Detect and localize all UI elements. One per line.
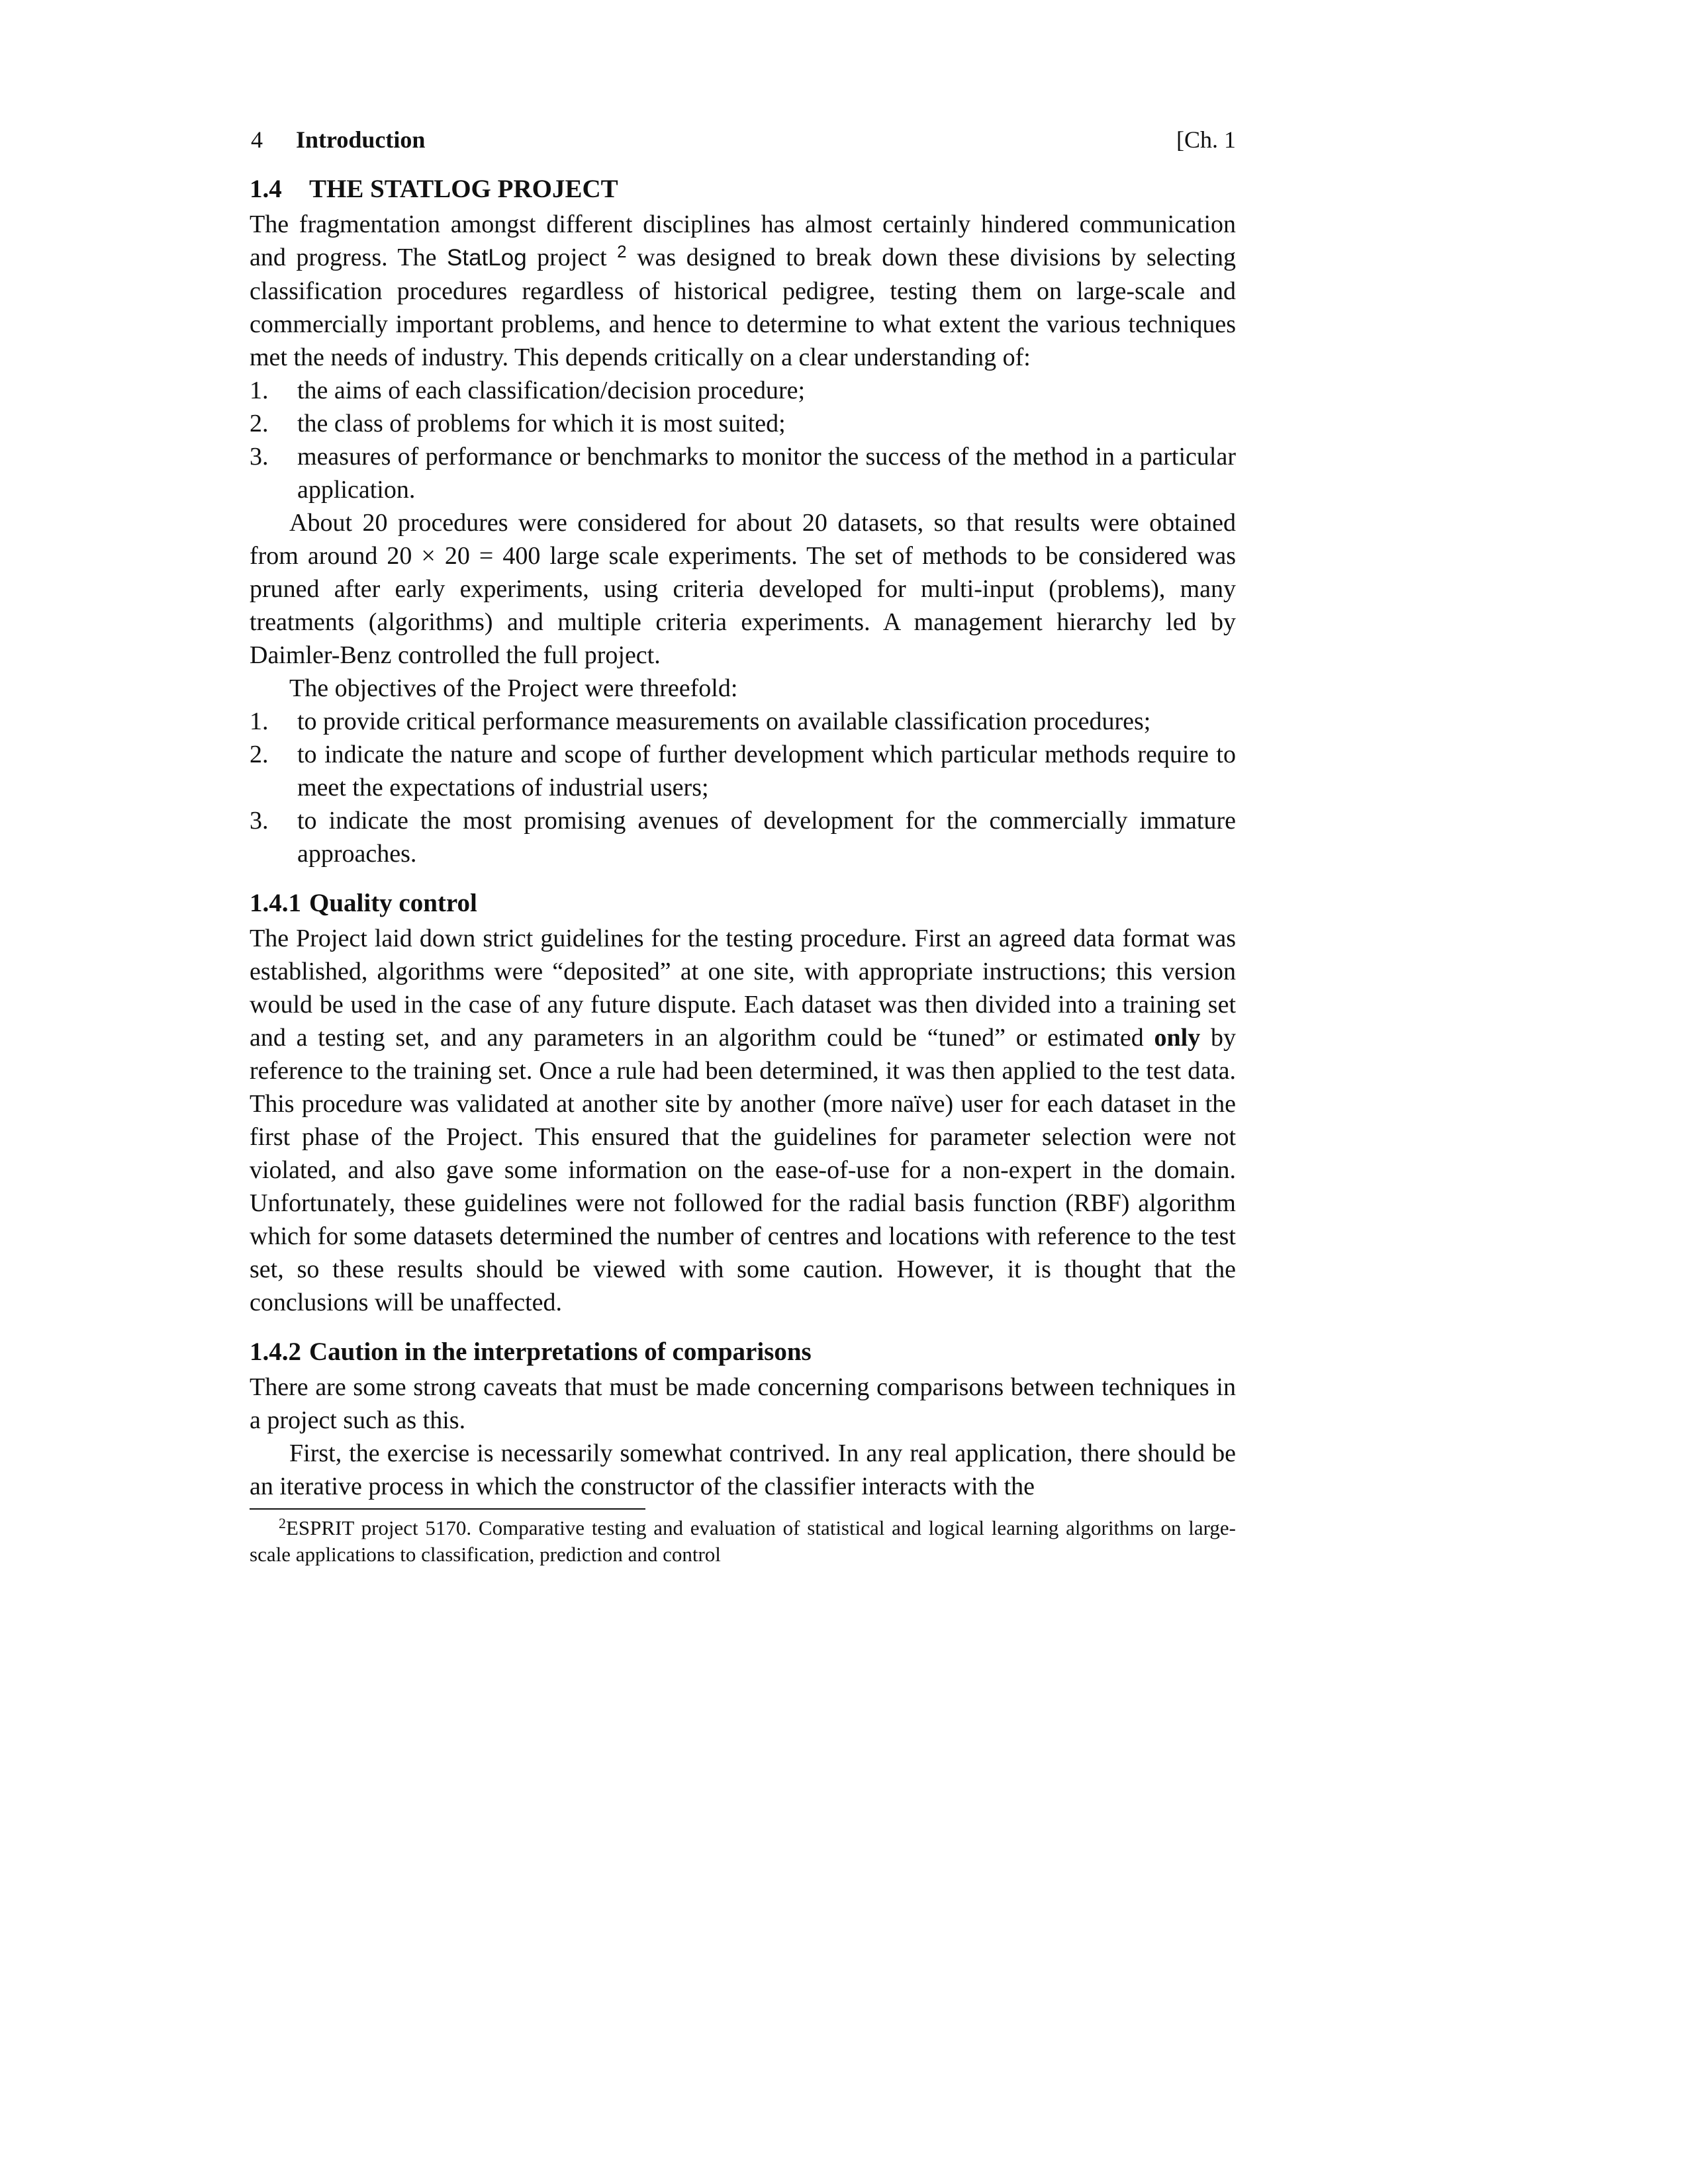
subsection-number: 1.4.2 (250, 1338, 301, 1366)
subsection-title: Caution in the interpretations of comparisons (309, 1338, 812, 1366)
section-title: THE STATLOG PROJECT (309, 175, 618, 203)
aims-list (250, 374, 1236, 506)
list-item-text: to indicate the most promising avenues of development for the commercially immature approaches. (297, 807, 1236, 868)
list-marker: 1. (250, 707, 269, 735)
list-item (250, 705, 1236, 738)
list-marker: 2. (250, 410, 269, 437)
list-item (250, 738, 1236, 804)
list-item-text: the aims of each classification/decision procedure; (297, 377, 806, 404)
list-item-text: to provide critical performance measurements on available classification procedures; (297, 707, 1151, 735)
paragraph-objectives-intro: The objectives of the Project were threefold: (289, 674, 738, 702)
footnote (250, 1515, 1236, 1568)
subsection-number: 1.4.1 (250, 889, 301, 917)
list-marker: 2. (250, 741, 269, 768)
emphasis-only: only (1154, 1024, 1201, 1052)
list-item-text: measures of performance or benchmarks to monitor the success of the method in a particular application. (297, 443, 1236, 504)
list-item (250, 804, 1236, 870)
intro-text-project: project (526, 244, 618, 271)
list-item-text: the class of problems for which it is most suited; (297, 410, 786, 437)
statlog-name: StatLog (447, 245, 527, 271)
objectives-list (250, 705, 1236, 870)
paragraph-caveats: There are some strong caveats that must be made concerning comparisons between techniques in a project such as this. (250, 1373, 1236, 1434)
list-item (250, 440, 1236, 506)
page-number: 4 (251, 126, 263, 153)
chapter-reference: [Ch. 1 (1176, 126, 1236, 153)
list-item (250, 374, 1236, 407)
list-item (250, 407, 1236, 440)
subsection-heading-quality (250, 885, 1236, 922)
list-marker: 3. (250, 807, 269, 835)
running-head (250, 123, 1236, 156)
list-marker: 1. (250, 377, 269, 404)
intro-text-end: was designed to break down these divisions by selecting classification procedures regardless of historical pedigree, testing them on large-scale and commercially important problems, and hence to determine to what extent the various techniques met the needs of industry. This depends critically on a clear understanding of: (250, 244, 1237, 371)
paragraph-procedures: About 20 procedures were considered for about 20 datasets, so that results were obtained from around 20 × 20 = 400 large scale experiments. The set of methods to be considered was pruned after early experiments, using criteria developed for multi-input (problems), many treatments (algorithms) and multiple criteria experiments. A management hierarchy led by Daimler-Benz controlled the full project. (250, 509, 1236, 669)
book-page (250, 123, 1236, 1568)
paragraph-contrived: First, the exercise is necessarily somewhat contrived. In any real application, there should be an iterative process in which the constructor of the classifier interacts with the (250, 1439, 1236, 1500)
list-marker: 3. (250, 443, 269, 471)
quality-text-start: The Project laid down strict guidelines for the testing procedure. First an agreed data format was established, algorithms were “deposited” at one site, with appropriate instructions; this version would be used in the case of any future dispute. Each dataset was then divided into a training set and a testing set, and any parameters in an algorithm could be “tuned” or estimated (250, 925, 1236, 1052)
paragraph-intro (250, 208, 1236, 374)
footnote-text: ESPRIT project 5170. Comparative testing and evaluation of statistical and logical learning algorithms on large-scale applications to classification, prediction and control (250, 1516, 1236, 1566)
paragraph-quality-control (250, 922, 1236, 1319)
subsection-title: Quality control (309, 889, 477, 917)
chapter-title: Introduction (296, 126, 426, 153)
section-heading (250, 171, 1236, 208)
list-item-text: to indicate the nature and scope of further development which particular methods require to meet the expectations of industrial users; (297, 741, 1236, 801)
subsection-heading-caution (250, 1334, 1236, 1371)
footnote-reference: 2 (617, 242, 627, 261)
section-number: 1.4 (250, 175, 282, 203)
quality-text-end: by reference to the training set. Once a rule had been determined, it was then applied to the test data. This procedure was validated at another site by another (more naïve) user for each dataset in the first phase of the Project. This ensured that the guidelines for parameter selection were not violated, and also gave some information on the ease-of-use for a non-expert in the domain. Unfortunately, these guidelines were not followed for the radial basis function (RBF) algorithm which for some datasets determined the number of centres and locations with reference to the test set, so these results should be viewed with some caution. However, it is thought that the conclusions will be unaffected. (250, 1024, 1236, 1316)
intro-text-start: The fragmentation amongst different disciplines has almost certainly hindered communication and progress. The (250, 210, 1236, 271)
footnote-rule (250, 1508, 645, 1510)
footnote-marker: 2 (279, 1515, 286, 1531)
